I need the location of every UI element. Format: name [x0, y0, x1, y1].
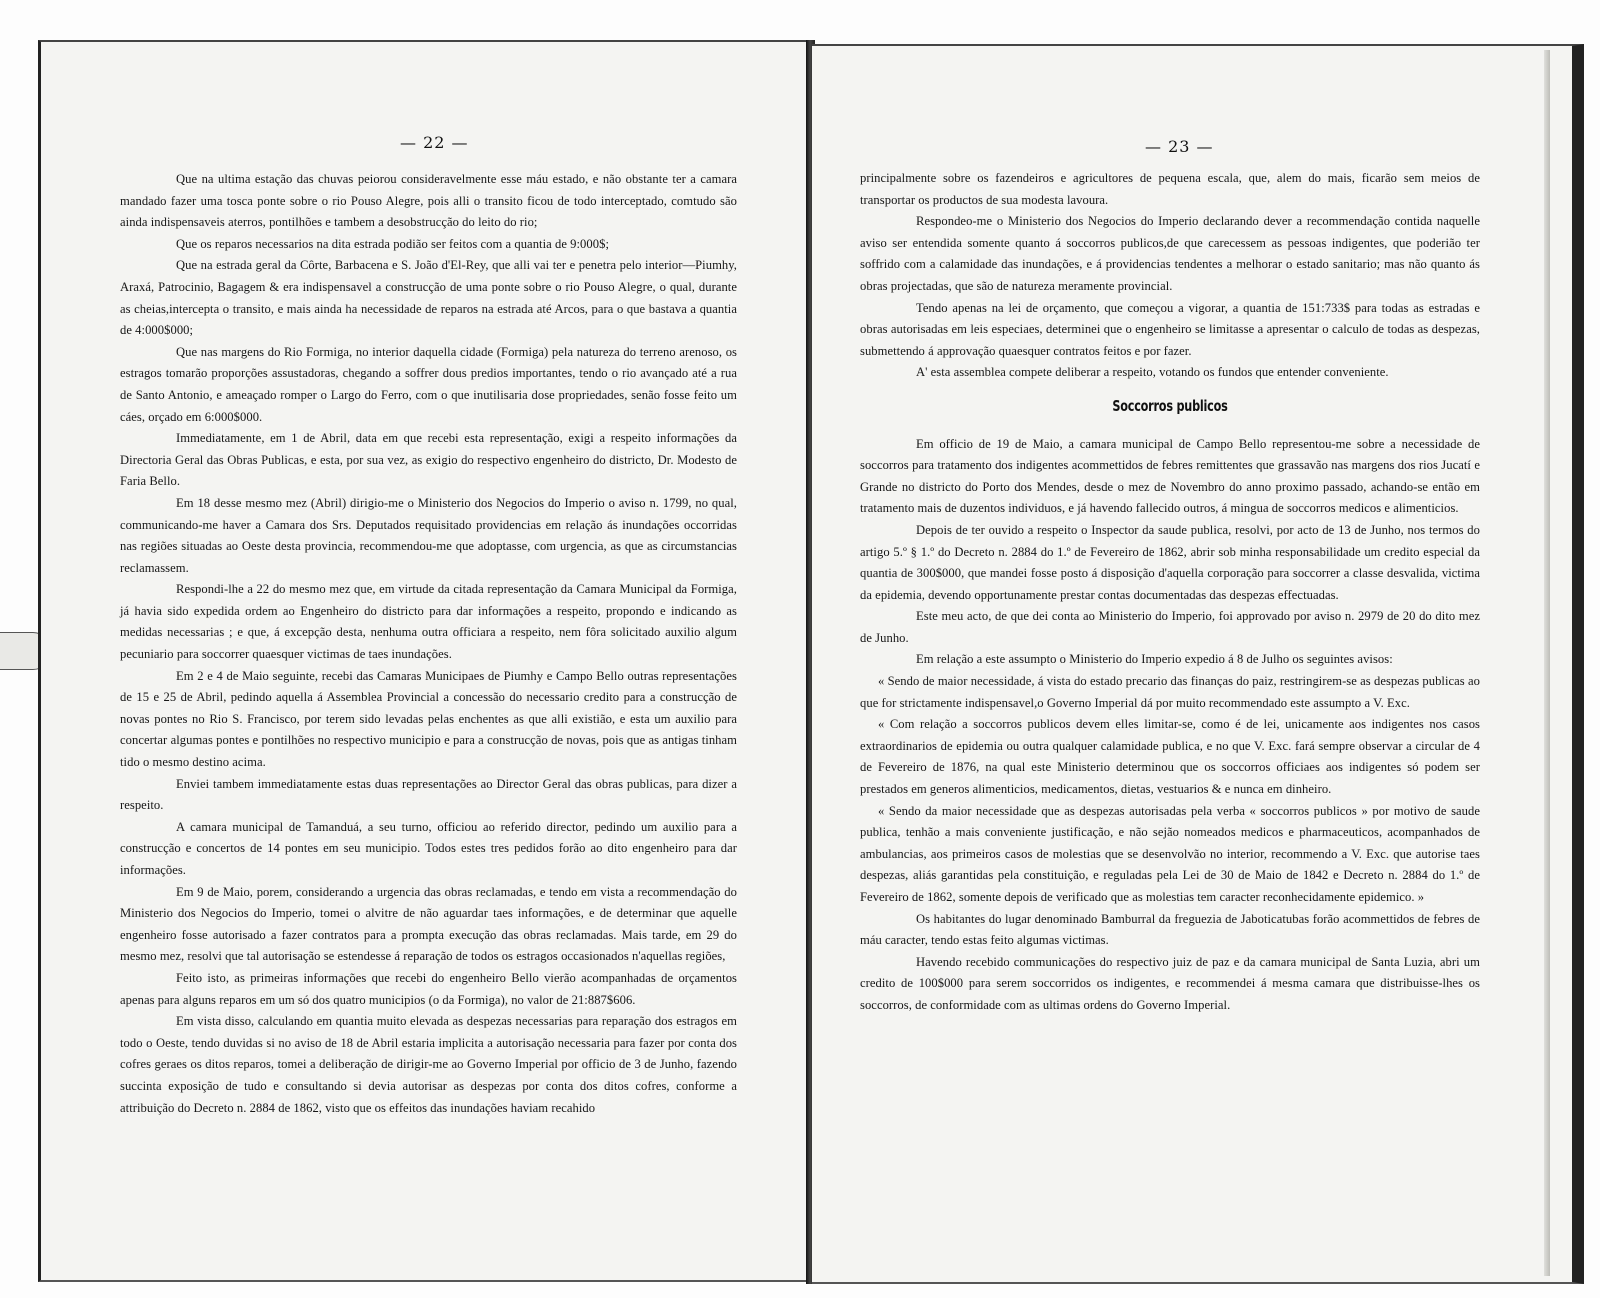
paragraph: Tendo apenas na lei de orçamento, que começou a vigorar, a quantia de 151:733$ para todas as estradas e obras autorisadas em leis especiaes, determinei que o engenheiro se limitasse a apresentar o calculo de todas as despezas, submettendo á approvação quaesquer contratos feitos e por fazer. — [860, 300, 1480, 358]
paragraph: « Sendo da maior necessidade que as despezas autorisadas pela verba « soccorros publicos » por motivo de saude publica, tenhão a mais conveniente justificação, e não sejão nomeados medicos e pharmaceuticos, acompanhados de ambulancias, aos primeiros casos de molestias que se desenvolvão no interior, recommendo a V. Exc. que autorise taes despezas, aliás garantidas pela constituição, e reguladas pela Lei de 30 de Maio de 1842 e Decreto n. 2884 do 1.º de Fevereiro de 1862, somente depois de verificado que as molestias tem caracter reconhecidamente epidemico. » — [860, 803, 1480, 904]
paragraph: Em relação a este assumpto o Ministerio do Imperio expedio á 8 de Julho os seguintes avisos: — [916, 652, 1393, 667]
paragraph: Que na ultima estação das chuvas peiorou consideravelmente esse máu estado, e não obstante ter a camara mandado fazer uma tosca ponte sobre o rio Pouso Alegre, pois alli o transito ficou de todo interceptado, comtudo são ainda indispensaveis aterros, pontilhões e tambem a desobstrucção do leito do rio; — [120, 172, 737, 230]
paragraph: Que os reparos necessarios na dita estrada podião ser feitos com a quantia de 9:000$; — [176, 236, 609, 251]
paragraph: principalmente sobre os fazendeiros e agricultores de pequena escala, que, alem do mais, ficarão sem meios de transportar os productos de sua modesta lavoura. — [860, 171, 1480, 207]
paragraph: Enviei tambem immediatamente estas duas representações ao Director Geral das obras publicas, para dizer a respeito. — [120, 776, 737, 813]
paragraph: Os habitantes do lugar denominado Bamburral da freguezia de Jaboticatubas forão acommettidos de febres de máu caracter, tendo estas feito algumas victimas. — [860, 911, 1480, 948]
paragraph: Este meu acto, de que dei conta ao Ministerio do Imperio, foi approvado por aviso n. 2979 de 20 do dito mez de Junho. — [860, 609, 1480, 645]
paragraph: Immediatamente, em 1 de Abril, data em que recebi esta representação, exigi a respeito informações da Directoria Geral das Obras Publicas, e esta, por sua vez, as exigio do respectivo engenheiro do districto, Dr. Modesto de Faria Bello. — [120, 431, 737, 489]
paragraph: Em vista disso, calculando em quantia muito elevada as despezas necessarias para reparação dos estragos em todo o Oeste, tendo duvidas si no aviso de 18 de Abril estaria implicita a autorisação necessaria para fazer por conta dos cofres geraes os ditos reparos, tomei a deliberação de dirigir-me ao Governo Imperial por officio de 3 de Junho, fazendo succinta exposição de tudo e consultando si devia autorisar as despezas por conta dos ditos cofres, conforme a attribuição do Decreto n. 2884 de 1862, visto que os effeitos das inundações haviam recahido — [120, 1014, 737, 1115]
right-page-body — [860, 168, 1480, 1017]
paragraph: Em 18 desse mesmo mez (Abril) dirigio-me o Ministerio dos Negocios do Imperio o aviso n. 1799, no qual, communicando-me haver a Camara dos Srs. Deputados requisitado providencias em relação ás inundações occorridas nas regiões situadas ao Oeste desta provincia, recommendou-me que adoptasse, com urgencia, as que as circumstancias reclamassem. — [120, 495, 737, 575]
page-edge-shadow — [1544, 50, 1550, 1276]
left-page-number: — 22 — — [400, 133, 469, 152]
paragraph: « Sendo de maior necessidade, á vista do estado precario das finanças do paiz, restringirem-se as despezas publicas ao que for strictamente indispensavel,o Governo Imperial dá por muito recommendado este assumpto a V. Exc. — [860, 674, 1480, 710]
right-page-number: — 23 — — [1145, 137, 1214, 156]
paragraph: A' esta assemblea compete deliberar a respeito, votando os fundos que entender conveniente. — [916, 365, 1389, 380]
paragraph: Feito isto, as primeiras informações que recebi do engenheiro Bello vierão acompanhadas de orçamentos apenas para alguns reparos em um só dos quatro municipios (o da Formiga), no valor de 21:887$606. — [120, 970, 737, 1007]
paragraph: Que nas margens do Rio Formiga, no interior daquella cidade (Formiga) pela natureza do terreno arenoso, os estragos tomarão proporções assustadoras, chegando a soffrer dous predios importantes, tendo o rio avançado até a rua de Santo Antonio, e ameaçado romper o Largo do Ferro, com o que inutilisaria dose propriedades, senão fosse feito um cáes, orçado em 6:000$000. — [120, 344, 737, 424]
paragraph: Respondeo-me o Ministerio dos Negocios do Imperio declarando dever a recommendação contida naquelle aviso ser entendida somente quanto á soccorros publicos,de que carecessem as pessoas indigentes, que poderião ter soffrido com a calamidade das inundações, e á providencias tendentes a melhorar o estado sanitario; mas não quanto ás obras projectadas, que são de natureza meramente provincial. — [860, 214, 1480, 293]
paragraph: « Com relação a soccorros publicos devem elles limitar-se, como é de lei, unicamente aos indigentes nos casos extraordinarios de epidemia ou outra qualquer calamidade publica, e no que V. Exc. fará sempre observar a circular de 4 de Fevereiro de 1876, na qual este Ministerio determinou que os soccorros officiaes aos indigentes só podem ser prestados em generos alimenticios, medicamentos, dietas, vestuarios & e nunca em dinheiro. — [860, 717, 1480, 797]
paragraph: Havendo recebido communicações do respectivo juiz de paz e da camara municipal de Santa Luzia, abri um credito de 100$000 para serem soccorridos os indigentes, e recommendei á mesma camara que distribuisse-lhes os soccorros, de conformidade com as ultimas ordens do Governo Imperial. — [860, 954, 1480, 1012]
paragraph: Em officio de 19 de Maio, a camara municipal de Campo Bello representou-me sobre a necessidade de soccorros para tratamento dos indigentes acommettidos de febres remittentes que grassavão nas margens dos rios Jucatí e Grande no districto do Porto dos Mendes, desde o mez de Novembro do anno proximo passado, achando-se então em tratamento mais de duzentos individuos, e já havendo fallecido outros, á mingua de soccorros medicos e alimenticios. — [860, 436, 1480, 516]
paragraph: Depois de ter ouvido a respeito o Inspector da saude publica, resolvi, por acto de 13 de Junho, nos termos do artigo 5.º § 1.º do Decreto n. 2884 do 1.º de Fevereiro de 1862, abrir sob minha responsabilidade um credito especial da quantia de 300$000, que mandei fosse posto á disposição d'aquella corporação para soccorrer a classe desvalida, victima da epidemia, devendo opportunamente prestar contas documentadas das despezas effectuadas. — [860, 522, 1480, 602]
paragraph: Em 2 e 4 de Maio seguinte, recebi das Camaras Municipaes de Piumhy e Campo Bello outras representações de 15 e 25 de Abril, pedindo aquella á Assemblea Provincial a concessão do necessario credito para a construcção de novas pontes no Rio S. Francisco, por terem sido levadas pelas enchentes as que alli existião, e esta um auxilio para concertar algumas pontes e pontilhões no respectivo municipio e para a construcção de novas, pois que as antigas tinham tido o mesmo destino acima. — [120, 668, 737, 770]
paragraph: Em 9 de Maio, porem, considerando a urgencia das obras reclamadas, e tendo em vista a recommendação do Ministerio dos Negocios do Imperio, tomei o alvitre de não aguardar taes informações, e de determinar que aquelle engenheiro fosse autorisado a fazer contratos para a prompta execução das obras reclamadas. Mais tarde, em 29 do mesmo mez, resolvi que tal autorisação se estendesse á reparação de todos os estragos occasionados n'aquellas regiões, — [120, 884, 737, 964]
paragraph: Respondi-lhe a 22 do mesmo mez que, em virtude da citada representação da Camara Municipal da Formiga, já havia sido expedida ordem ao Engenheiro do districto para dar informações a respeito, propondo e indicando as medidas necessarias ; e que, á excepção desta, nenhuma outra officiara a respeito, nem fôra solicitado auxilio algum pecuniario para soccorrer quaesquer victimas de taes inundações. — [120, 582, 737, 662]
paragraph: Que na estrada geral da Côrte, Barbacena e S. João d'El-Rey, que alli vai ter e penetra pelo interior—Piumhy, Araxá, Patrocinio, Bagagem & era indispensavel a construcção de uma ponte sobre o rio Pouso Alegre, o qual, durante as cheias,intercepta o transito, e mais ainda ha necessidade de reparos na estrada até Arcos, para o que bastava a quantia de 4:000$000; — [120, 258, 737, 338]
paragraph: A camara municipal de Tamanduá, a seu turno, officiou ao referido director, pedindo um auxilio para a construcção e concertos de 14 pontes em seu municipio. Todos estes tres pedidos forão ao dito engenheiro para dar informações. — [120, 819, 737, 877]
right-page-intro — [860, 168, 1480, 384]
left-page-body — [120, 169, 737, 1119]
right-page-section-body — [860, 434, 1480, 1017]
section-title-soccorros: Soccorros publicos — [1112, 396, 1228, 415]
